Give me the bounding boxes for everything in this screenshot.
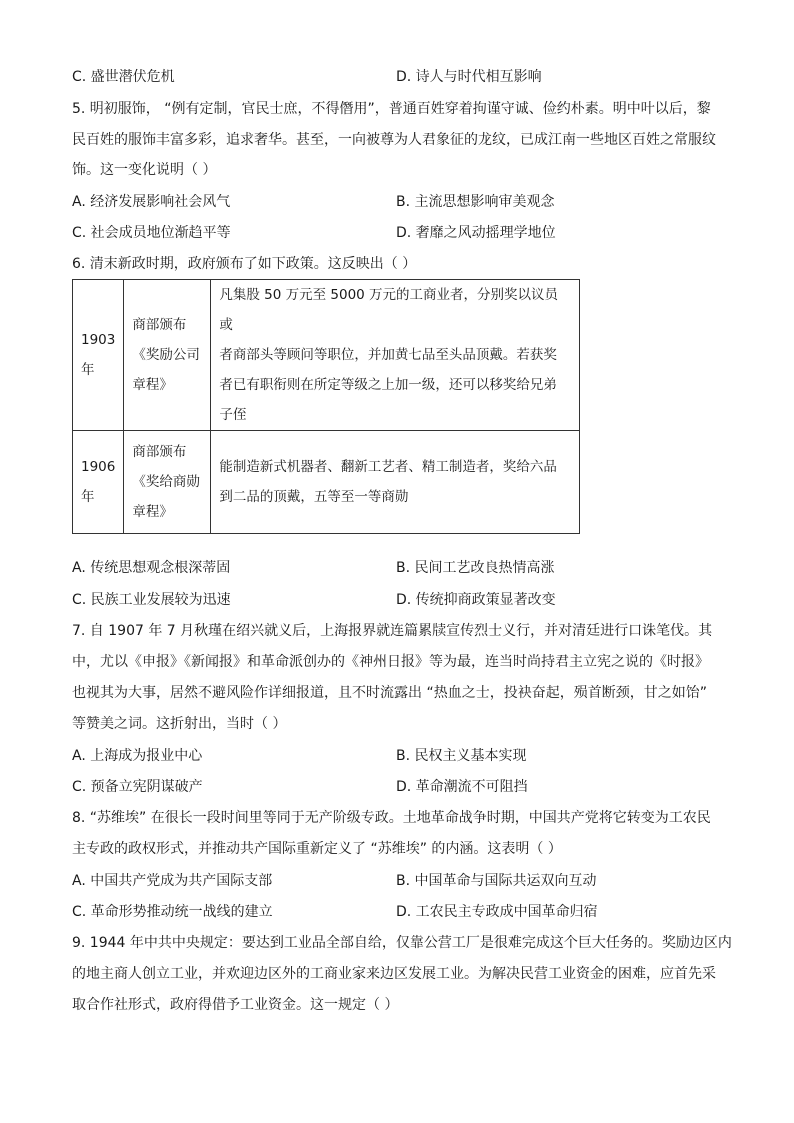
q5-option-d: D. 奢靡之风动摇理学地位 xyxy=(396,225,556,241)
q8-stem-line-1: 8. “苏维埃” 在很长一段时间里等同于无产阶级专政。土地革命战争时期，中国共产党将它转变为工农民 xyxy=(72,810,711,826)
q6-option-a: A. 传统思想观念根深蒂固 xyxy=(72,560,231,576)
q8-option-b: B. 中国革命与国际共运双向互动 xyxy=(396,873,597,889)
table-cell-content: 凡集股 50 万元至 5000 万元的工商业者，分别奖以议员或 者商部头等顾问等职位，并加黄七品至头品顶戴。若获奖 者已有职衔则在所定等级之上加一级，还可以移奖给兄弟 子侄 xyxy=(211,280,580,431)
table-cell-year: 1903 年 xyxy=(73,280,124,431)
q6-stem: 6. 清末新政时期，政府颁布了如下政策。这反映出（ ） xyxy=(72,256,417,272)
q7-stem-line-3: 也视其为大事，居然不避风险作详细报道，且不时流露出 “热血之士，投袂奋起，殒首断颈，甘之如饴” xyxy=(72,685,707,701)
q5-option-a: A. 经济发展影响社会风气 xyxy=(72,194,231,210)
q5-option-b: B. 主流思想影响审美观念 xyxy=(396,194,555,210)
q9-stem-line-1: 9. 1944 年中共中央规定：要达到工业品全部自给，仅靠公营工厂是很难完成这个巨大任务的。奖励边区内 xyxy=(72,935,732,951)
table-cell-document: 商部颁布 《奖给商勋 章程》 xyxy=(124,431,211,534)
q6-option-c: C. 民族工业发展较为迅速 xyxy=(72,592,231,608)
table-cell-year: 1906 年 xyxy=(73,431,124,534)
q7-option-d: D. 革命潮流不可阻挡 xyxy=(396,779,528,795)
q7-stem-line-4: 等赞美之词。这折射出，当时（ ） xyxy=(72,716,287,732)
q4-option-c: C. 盛世潜伏危机 xyxy=(72,69,175,85)
q7-option-a: A. 上海成为报业中心 xyxy=(72,748,203,764)
q7-stem-line-1: 7. 自 1907 年 7 月秋瑾在绍兴就义后，上海报界就连篇累牍宣传烈士义行，并对清廷进行口诛笔伐。其 xyxy=(72,623,713,639)
q5-option-c: C. 社会成员地位渐趋平等 xyxy=(72,225,231,241)
q9-stem-line-2: 的地主商人创立工业，并欢迎边区外的工商业家来边区发展工业。为解决民营工业资金的困难，应首先采 xyxy=(72,966,716,982)
q8-option-c: C. 革命形势推动统一战线的建立 xyxy=(72,904,273,920)
q8-stem-line-2: 主专政的政权形式，并推动共产国际重新定义了 “苏维埃” 的内涵。这表明（ ） xyxy=(72,841,562,857)
table-row xyxy=(73,280,580,431)
q6-option-d: D. 传统抑商政策显著改变 xyxy=(396,592,556,608)
q5-stem-line-2: 民百姓的服饰丰富多彩，追求奢华。甚至，一向被尊为人君象征的龙纹，已成江南一些地区百姓之常服纹 xyxy=(72,132,716,148)
q5-stem-line-3: 饰。这一变化说明（ ） xyxy=(72,162,217,178)
q8-option-a: A. 中国共产党成为共产国际支部 xyxy=(72,873,273,889)
q6-policy-table xyxy=(72,279,580,534)
q5-stem-line-1: 5. 明初服饰， “例有定制，官民士庶，不得僭用”，普通百姓穿着拘谨守诚、俭约朴素。明中叶以后，黎 xyxy=(72,101,711,117)
table-row xyxy=(73,431,580,534)
q8-option-d: D. 工农民主专政成中国革命归宿 xyxy=(396,904,598,920)
table-cell-document: 商部颁布 《奖励公司 章程》 xyxy=(124,280,211,431)
q7-stem-line-2: 中，尤以《申报》《新闻报》和革命派创办的《神州日报》等为最，连当时尚持君主立宪之说的《时报》 xyxy=(72,654,709,670)
q7-option-c: C. 预备立宪阴谋破产 xyxy=(72,779,203,795)
table-cell-content: 能制造新式机器者、翻新工艺者、精工制造者，奖给六品 到二品的顶戴，五等至一等商勋 xyxy=(211,431,580,534)
q6-option-b: B. 民间工艺改良热情高涨 xyxy=(396,560,555,576)
q4-option-d: D. 诗人与时代相互影响 xyxy=(396,69,542,85)
q9-stem-line-3: 取合作社形式，政府得借予工业资金。这一规定（ ） xyxy=(72,997,399,1013)
q7-option-b: B. 民权主义基本实现 xyxy=(396,748,527,764)
